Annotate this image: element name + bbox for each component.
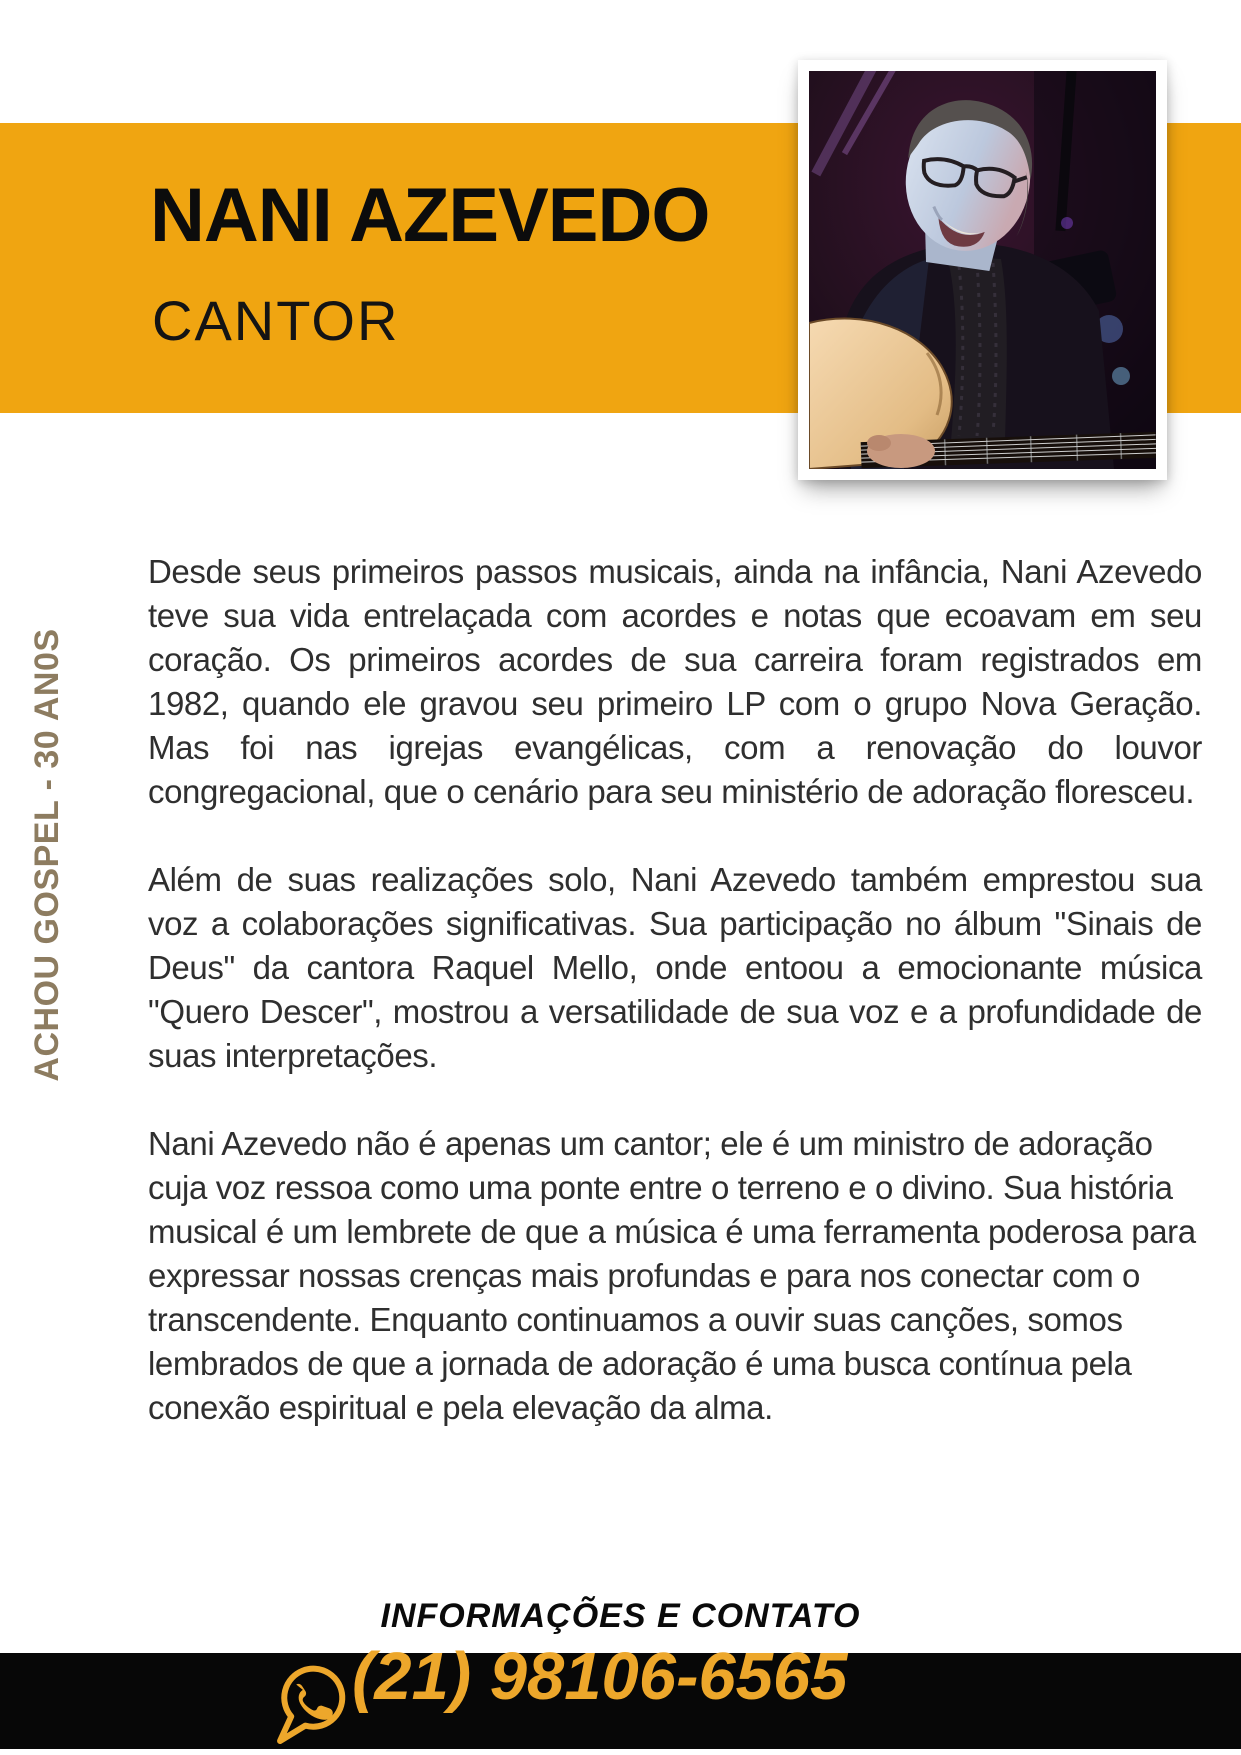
artist-photo [809, 71, 1156, 469]
page-title: NANI AZEVEDO [150, 173, 710, 258]
phone-number[interactable]: (21) 98106-6565 [352, 1639, 848, 1714]
bio-paragraph-3: Nani Azevedo não é apenas um cantor; ele é um ministro de adoração cuja voz ressoa como uma ponte entre o terreno e o divino. Sua história musical é um lembrete de que a música é uma ferramenta poderosa para expressar nossas crenças mais profundas e para nos conectar com o transcendente. Enquanto continuamos a ouvir suas canções, somos lembrados de que a jornada de adoração é uma busca contínua pela conexão espiritual e pela elevação da alma. [148, 1125, 1196, 1426]
biography-text [148, 550, 1202, 1474]
artist-photo-card [798, 60, 1167, 480]
page-subtitle: CANTOR [152, 289, 400, 352]
bio-paragraph-1: Desde seus primeiros passos musicais, ainda na infância, Nani Azevedo teve sua vida entrelaçada com acordes e notas que ecoavam em seu coração. Os primeiros acordes de sua carreira foram registrados em 1982, quando ele gravou seu primeiro LP com o grupo Nova Geração. Mas foi nas igrejas evangélicas, com a renovação do louvor congregacional, que o cenário para seu ministério de adoração floresceu. [148, 553, 1202, 810]
contact-heading: INFORMAÇÕES E CONTATO [380, 1597, 861, 1635]
side-vertical-label: ACHOU GOSPEL - 30 AN0S [28, 628, 66, 1082]
whatsapp-icon[interactable] [272, 1661, 354, 1752]
bio-paragraph-2: Além de suas realizações solo, Nani Azevedo também emprestou sua voz a colaborações significativas. Sua participação no álbum "Sinais de Deus" da cantora Raquel Mello, onde entoou a emocionante música "Quero Descer", mostrou a versatilidade de sua voz e a profundidade de suas interpretações. [148, 861, 1202, 1074]
